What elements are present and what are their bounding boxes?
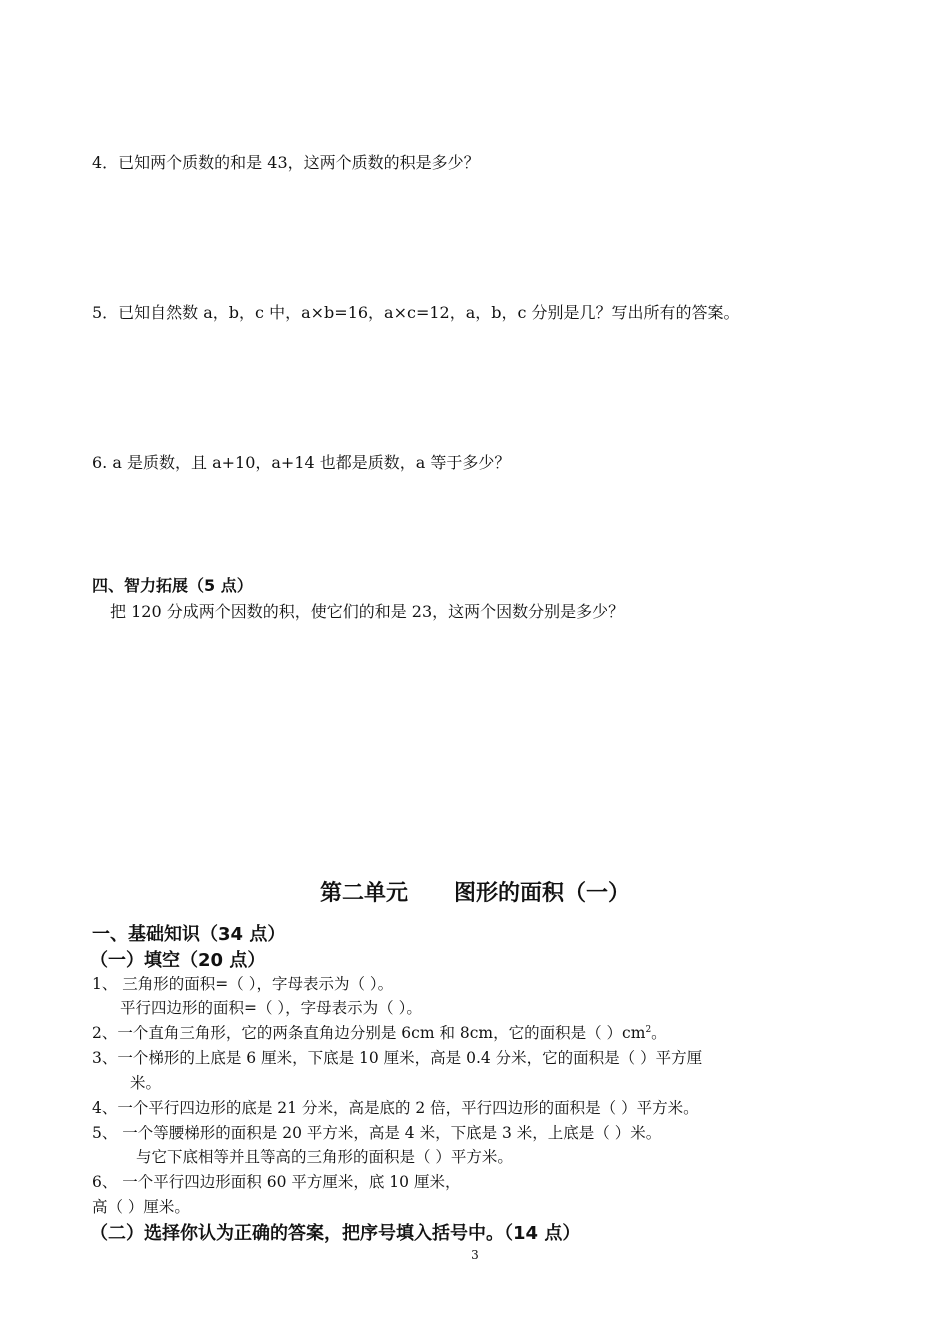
item-2-end: 。 (651, 1024, 667, 1042)
item-5a: 5、 一个等腰梯形的面积是 20 平方米，高是 4 米，下底是 3 米，上底是（ ）米。 (92, 1124, 662, 1142)
page-number: 3 (471, 1248, 479, 1262)
question-6: 6. a 是质数，且 a+10，a+14 也都是质数，a 等于多少？ (92, 453, 511, 472)
item-2 (92, 1021, 667, 1043)
item-3b: 米。 (130, 1074, 162, 1092)
item-5b: 与它下底相等并且等高的三角形的面积是（ ）平方米。 (136, 1148, 513, 1166)
item-1b: 平行四边形的面积=（ ），字母表示为（ ）。 (120, 999, 422, 1017)
item-3a: 3、一个梯形的上底是 6 厘米，下底是 10 厘米，高是 0.4 分米，它的面积是（ ）平方厘 (92, 1049, 703, 1067)
question-4: 4．已知两个质数的和是 43，这两个质数的积是多少？ (92, 153, 480, 172)
item-2-unit-exponent: 2 (645, 1024, 652, 1035)
item-2-text: 2、一个直角三角形，它的两条直角边分别是 6cm 和 8cm，它的面积是（ ）cm (92, 1024, 646, 1042)
sub-2-heading: （二）选择你认为正确的答案，把序号填入括号中。（14 点） (90, 1223, 581, 1244)
item-1a: 1、 三角形的面积=（ ），字母表示为（ ）。 (92, 975, 394, 993)
item-6b: 高（ ）厘米。 (92, 1198, 190, 1216)
section-4-text: 把 120 分成两个因数的积，使它们的和是 23，这两个因数分别是多少？ (110, 602, 625, 621)
section-4-heading: 四、智力拓展（5 点） (92, 576, 253, 595)
part-1-heading: 一、基础知识（34 点） (92, 924, 286, 945)
question-5: 5．已知自然数 a，b，c 中，a×b=16，a×c=12，a，b，c 分别是几？写出所有的答案。 (92, 303, 740, 322)
unit-title: 第二单元 图形的面积（一） (320, 881, 630, 906)
item-4: 4、一个平行四边形的底是 21 分米，高是底的 2 倍，平行四边形的面积是（ ）平方米。 (92, 1099, 699, 1117)
sub-1-heading: （一）填空（20 点） (90, 950, 266, 971)
item-6a: 6、 一个平行四边形面积 60 平方厘米，底 10 厘米， (92, 1173, 461, 1191)
